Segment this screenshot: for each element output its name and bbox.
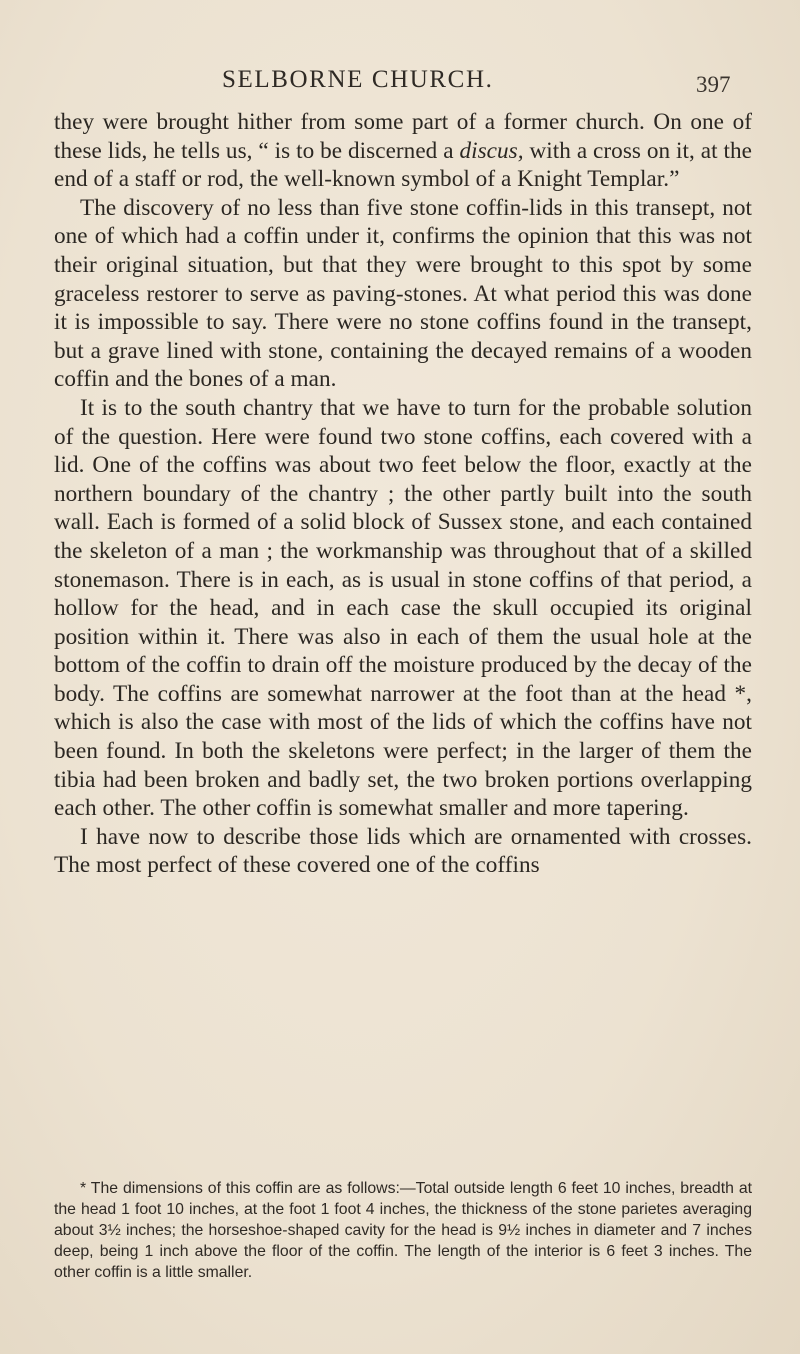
paragraph-1-text-a: they were brought hither from some part of a former church. On one of these lids, he tells us, “ is to be discerned a [54,109,752,164]
paragraph-1-text-b: with a cross on it, at the end of a staff or rod, the well-known symbol of a Knight Templar.” [54,137,752,193]
paragraph-1-italic: discus, [459,137,524,164]
paragraph-2: The discovery of no less than five stone coffin-lids in this transept, not one of which had a coffin under it, confirms the opinion that this was not their original situation, but that they were brought to this spot by some graceless restorer to serve as paving-stones. At what period this was done it is impossible to say. There were no stone coffins found in the transept, but a grave lined with stone, containing the decayed remains of a wooden coffin and the bones of a man. [54,194,752,393]
paragraph-3 [54,394,752,823]
paragraph-4: I have now to describe those lids which are ornamented with crosses. The most perfect of these covered one of the coffins [54,823,752,879]
running-header [0,66,800,96]
page-number: 397 [696,72,731,97]
paragraph-3-text-b: , which is also the case with most of the lids of which the coffins have not been found. In both the skeletons were perfect; in the larger of them the tibia had been broken and badly set, the two broken portions overlapping each other. The other coffin is somewhat smaller and more tapering. [54,680,752,822]
paragraph-3-text-a: It is to the south chantry that we have to turn for the probable solution of the question. Here were found two stone coffins, each covered with a lid. One of the coffins was about two feet below the floor, exactly at the northern boundary of the chantry ; the other partly built into the south wall. Each is formed of a solid block of Sussex stone, and each contained the skeleton of a man ; the workmanship was throughout that of a skilled stonemason. There is in each, as is usual in stone coffins of that period, a hollow for the head, and in each case the skull occupied its original position within it. There was also in each of them the usual hole at the bottom of the coffin to drain off the moisture produced by the decay of the body. The coffins are somewhat narrower at the foot than at the head [54,394,752,707]
footnote-text: * The dimensions of this coffin are as follows:—Total outside length 6 feet 10 inches, breadth at the head 1 foot 10 inches, at the foot 1 foot 4 inches, the thickness of the stone parietes averaging about 3½ inches; the horseshoe-shaped cavity for the head is 9½ inches in diameter and 7 inches deep, being 1 inch above the floor of the coffin. The length of the interior is 6 feet 3 inches. The other coffin is a little smaller. [54,1180,752,1282]
running-title: SELBORNE CHURCH. [222,66,494,93]
body-text [54,108,752,880]
paragraph-1 [54,108,752,194]
footnote [54,1178,752,1283]
footnote-reference: * [726,680,747,707]
